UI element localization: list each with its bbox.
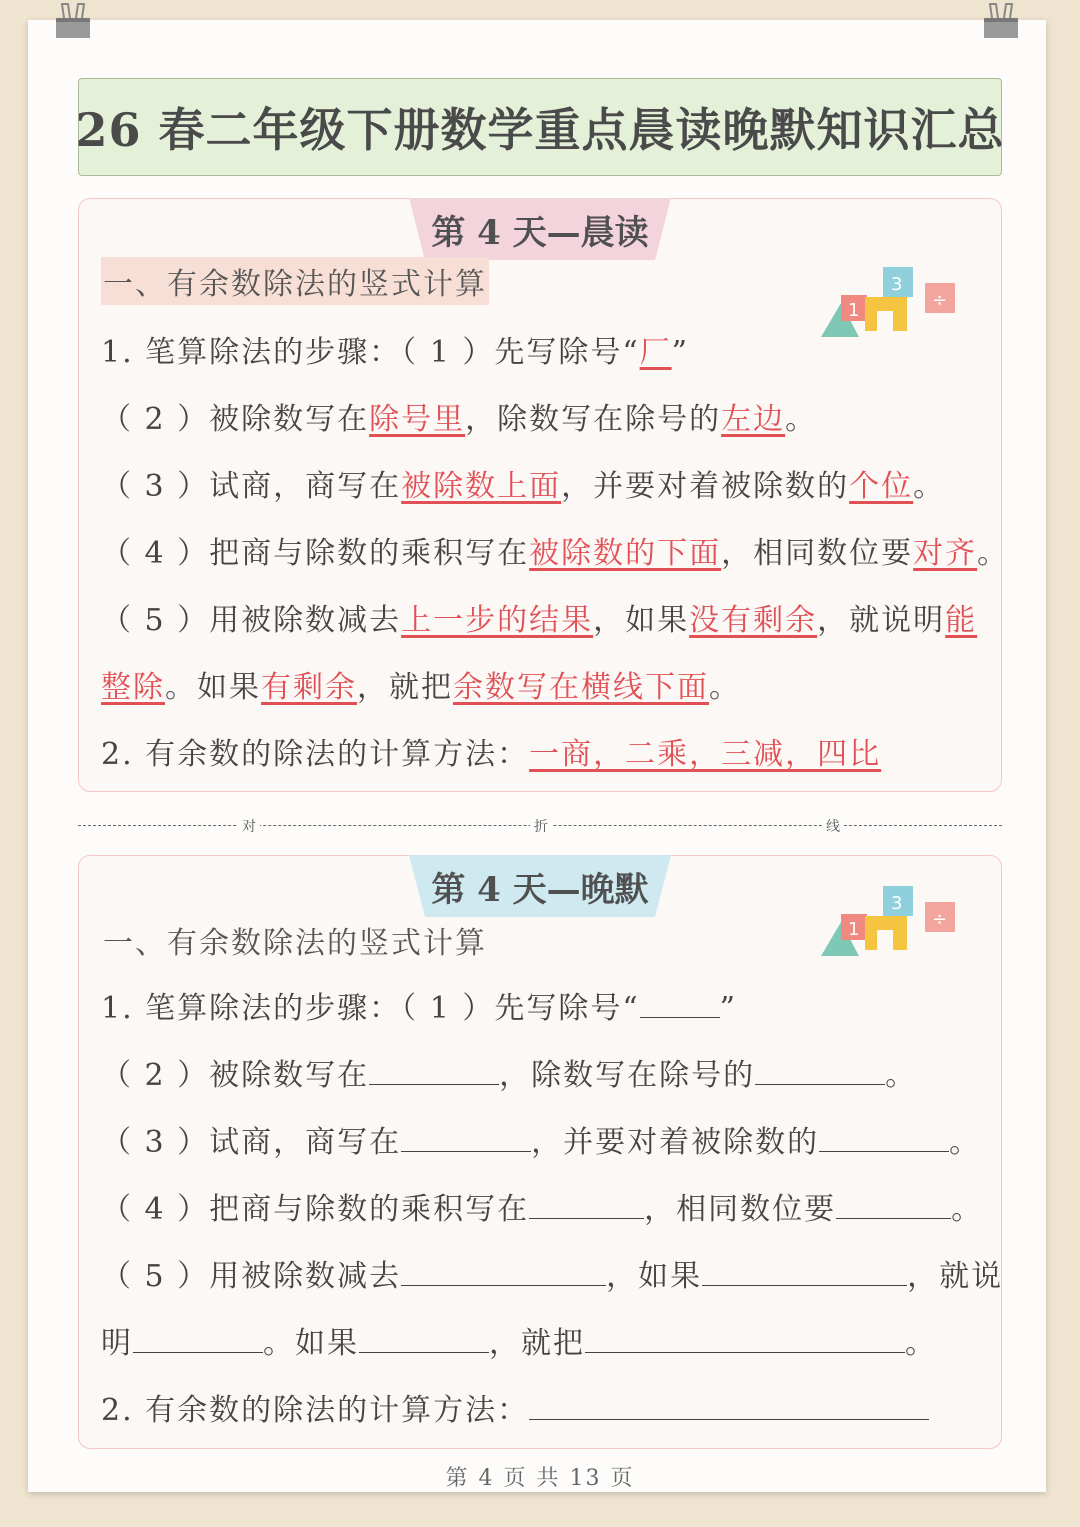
step-text: ，就说 [907,1259,1004,1294]
svg-text:÷: ÷ [932,909,948,930]
evening-card [78,855,1002,1449]
title-banner [75,78,1005,176]
svg-text:1: 1 [848,919,860,940]
step-text: 。 [949,1125,982,1160]
evening-step-5 [101,1251,1003,1295]
step-text: ，并要对着被除数的 [531,1125,820,1160]
answer-text: 有剩余 [261,670,357,705]
evening-tab-label: 第 4 天—晚默 [431,869,649,910]
morning-card [78,198,1010,792]
morning-method [101,729,881,773]
evening-step-2 [101,1050,917,1094]
morning-step-5-cont [101,662,741,706]
answer-blank[interactable] [585,1322,905,1353]
page-footer: 第 4 页 共 13 页 [445,1466,635,1491]
morning-tab-label: 第 4 天—晨读 [431,212,649,253]
svg-text:1: 1 [848,300,860,321]
step-text: 2. 有余数的除法的计算方法： [101,1393,530,1428]
morning-step-5 [101,595,977,639]
step-text: 。如果 [263,1326,359,1361]
answer-text: 除号里 [369,402,466,437]
step-text: ” [671,335,689,370]
step-text: ，就说明 [817,603,946,638]
evening-step-1 [101,983,737,1027]
step-text: （ 2 ）被除数写在 [101,1058,370,1093]
answer-blank[interactable] [401,1255,606,1286]
morning-section-heading: 一、有余数除法的竖式计算 [101,257,489,305]
step-text: ，就把 [489,1326,585,1361]
answer-blank[interactable] [369,1054,499,1085]
answer-blank[interactable] [359,1322,489,1353]
svg-text:3: 3 [891,893,903,914]
binder-clip-icon [52,0,94,42]
step-text: 1. 笔算除法的步骤：（ 1 ）先写除号“ [101,991,640,1026]
step-text: 。 [905,1326,937,1361]
answer-blank[interactable] [133,1322,263,1353]
step-text: 。如果 [165,670,261,705]
answer-text: 被除数上面 [401,469,562,504]
answer-text: 余数写在横线下面 [453,670,709,705]
step-text: ” [719,991,737,1026]
step-text: 。 [913,469,946,504]
answer-blank[interactable] [836,1188,951,1219]
answer-text: 对齐 [913,536,978,571]
answer-blank[interactable] [755,1054,885,1085]
evening-method [101,1385,929,1429]
step-text: 。 [977,536,1010,571]
step-text: ，就把 [357,670,453,705]
answer-text: 左边 [721,402,786,437]
fold-label: 对 [238,816,260,836]
step-text: 。 [709,670,741,705]
answer-text: 一商，二乘，三减，四比 [529,737,882,772]
answer-text: 个位 [849,469,914,504]
step-text: ，如果 [606,1259,703,1294]
evening-step-5-cont [101,1318,937,1362]
step-text: 1. 笔算除法的步骤：（ 1 ）先写除号“ [101,335,640,370]
answer-blank[interactable] [529,1389,929,1420]
step-text: （ 5 ）用被除数减去 [101,1259,402,1294]
answer-text: 上一步的结果 [401,603,594,638]
answer-blank[interactable] [640,987,720,1018]
step-text: ，并要对着被除数的 [561,469,850,504]
step-text: （ 3 ）试商，商写在 [101,1125,402,1160]
evening-section-heading: 一、有余数除法的竖式计算 [103,926,487,961]
page-title: 26 春二年级下册数学重点晨读晚默知识汇总 [75,103,1005,157]
step-text: 。 [951,1192,984,1227]
answer-blank[interactable] [401,1121,531,1152]
step-text: ，如果 [593,603,690,638]
morning-step-2 [101,394,817,438]
binder-clip-icon [980,0,1022,42]
morning-day-tab [409,198,671,260]
step-text: ，相同数位要 [721,536,914,571]
fold-label: 折 [530,816,552,836]
answer-text: 被除数的下面 [529,536,722,571]
evening-step-4 [101,1184,983,1228]
answer-blank[interactable] [702,1255,907,1286]
answer-text: 没有剩余 [689,603,818,638]
fold-label: 线 [822,816,844,836]
fold-line [78,816,1002,834]
morning-step-3 [101,461,945,505]
answer-text: 厂 [639,335,672,370]
evening-step-3 [101,1117,981,1161]
svg-text:÷: ÷ [932,290,948,311]
morning-step-4 [101,528,1009,572]
step-text: （ 3 ）试商，商写在 [101,469,402,504]
answer-blank[interactable] [819,1121,949,1152]
answer-blank[interactable] [529,1188,644,1219]
answer-text: 整除 [101,670,165,705]
step-text: ，除数写在除号的 [499,1058,756,1093]
toy-blocks-icon [819,263,959,343]
step-text: 。 [785,402,818,437]
step-text: （ 2 ）被除数写在 [101,402,370,437]
step-text: （ 5 ）用被除数减去 [101,603,402,638]
toy-blocks-icon [819,882,959,962]
step-text: ，相同数位要 [644,1192,837,1227]
step-text: ，除数写在除号的 [465,402,722,437]
step-text: 2. 有余数的除法的计算方法： [101,737,530,772]
morning-step-1 [101,327,689,371]
step-text: 明 [101,1326,133,1361]
step-text: 。 [885,1058,918,1093]
step-text: （ 4 ）把商与除数的乘积写在 [101,536,530,571]
step-text: （ 4 ）把商与除数的乘积写在 [101,1192,530,1227]
answer-text: 能 [945,603,978,638]
svg-text:3: 3 [891,274,903,295]
evening-day-tab [409,855,671,917]
